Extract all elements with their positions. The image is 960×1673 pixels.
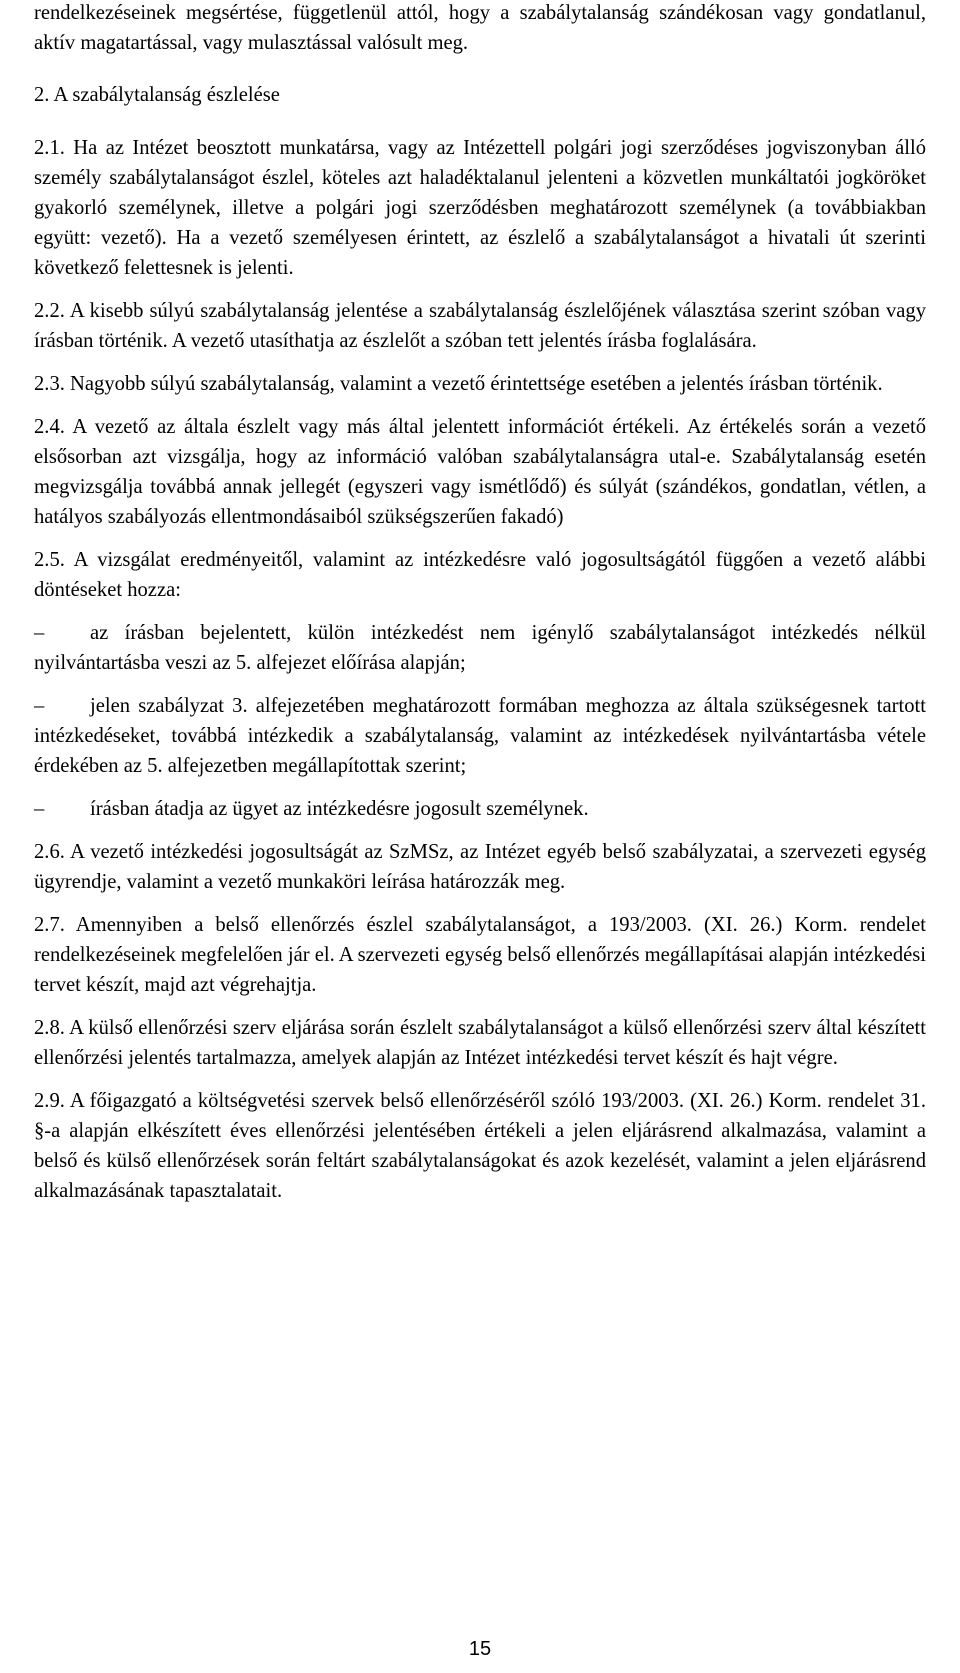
list-item: [34, 691, 926, 781]
paragraph-2-3: 2.3. Nagyobb súlyú szabálytalanság, valamint a vezető érintettsége esetében a jelentés írásban történik.: [34, 373, 883, 395]
dash-bullet-icon: [34, 794, 90, 824]
paragraph-2-6: 2.6. A vezető intézkedési jogosultságát az SzMSz, az Intézet egyéb belső szabályzatai, a szervezeti egység ügyrendje, valamint a vezető munkaköri leírása határozzák meg.: [34, 841, 926, 893]
paragraph-2-1: 2.1. Ha az Intézet beosztott munkatársa, vagy az Intézettell polgári jogi szerződéses jogviszonyban álló személy szabálytalanságot észlel, köteles azt haladéktalanul jelenteni a közvetlen munkáltatói jogköröket gyakorló személynek, illetve a polgári jogi szerződésben meghatározott személynek (a továbbiakban együtt: vezető). Ha a vezető személyesen érintett, az észlelő a szabálytalanságot a hivatali út szerinti következő felettesnek is jelenti.: [34, 137, 926, 279]
document-page: [34, 0, 926, 1206]
paragraph-2-2: 2.2. A kisebb súlyú szabálytalanság jelentése a szabálytalanság észlelőjének választása szerint szóban vagy írásban történik. A vezető utasíthatja az észlelőt a szóban tett jelentés írásba foglalására.: [34, 300, 926, 352]
list-item-text: az írásban bejelentett, külön intézkedést nem igénylő szabálytalanságot intézkedés nélkül nyilvántartásba veszi az 5. alfejezet előírása alapján;: [34, 622, 926, 674]
list-item: [34, 794, 926, 824]
list-item-text: jelen szabályzat 3. alfejezetében meghatározott formában meghozza az általa szükségesnek tartott intézkedéseket, továbbá intézkedik a szabálytalanság, valamint az intézkedések nyilvántartásba vétele érdekében az 5. alfejezetben megállapítottak szerint;: [34, 695, 926, 777]
dash-bullet-icon: [34, 618, 90, 648]
list-item-text: írásban átadja az ügyet az intézkedésre jogosult személynek.: [90, 798, 589, 820]
paragraph-2-5: 2.5. A vizsgálat eredményeitől, valamint az intézkedésre való jogosultságától függően a vezető alábbi döntéseket hozza:: [34, 549, 926, 601]
paragraph-2-7: 2.7. Amennyiben a belső ellenőrzés észlel szabálytalanságot, a 193/2003. (XI. 26.) Korm. rendelet rendelkezéseinek megfelelően jár el. A szervezeti egység belső ellenőrzés megállapításai alapján intézkedési tervet készít, majd azt végrehajtja.: [34, 914, 926, 996]
intro-paragraph: rendelkezéseinek megsértése, függetlenül attól, hogy a szabálytalanság szándékosan vagy gondatlanul, aktív magatartással, vagy mulasztással valósult meg.: [34, 2, 926, 54]
list-item: [34, 618, 926, 678]
paragraph-2-4: 2.4. A vezető az általa észlelt vagy más által jelentett információt értékeli. Az értékelés során a vezető elsősorban azt vizsgálja, hogy az információ valóban szabálytalanságra utal-e. Szabálytalanság esetén megvizsgálja továbbá annak jellegét (egyszeri vagy ismétlődő) és súlyát (szándékos, gondatlan, vétlen, a hatályos szabályozás ellentmondásaiból szükségszerűen fakadó): [34, 416, 926, 528]
page-number: 15: [468, 1638, 492, 1660]
paragraph-2-9: 2.9. A főigazgató a költségvetési szervek belső ellenőrzéséről szóló 193/2003. (XI. 26.) Korm. rendelet 31. §-a alapján elkészített éves ellenőrzési jelentésében értékeli a jelen eljárásrend alkalmazása, valamint a belső és külső ellenőrzések során feltárt szabálytalanságokat és azok kezelését, valamint a jelen eljárásrend alkalmazásának tapasztalatait.: [34, 1090, 926, 1202]
section-heading: 2. A szabálytalanság észlelése: [34, 84, 280, 106]
dash-bullet-icon: [34, 691, 90, 721]
paragraph-2-8: 2.8. A külső ellenőrzési szerv eljárása során észlelt szabálytalanságot a külső ellenőrzési szerv által készített ellenőrzési jelentés tartalmazza, amelyek alapján az Intézet intézkedési tervet készít és hajt végre.: [34, 1017, 926, 1069]
